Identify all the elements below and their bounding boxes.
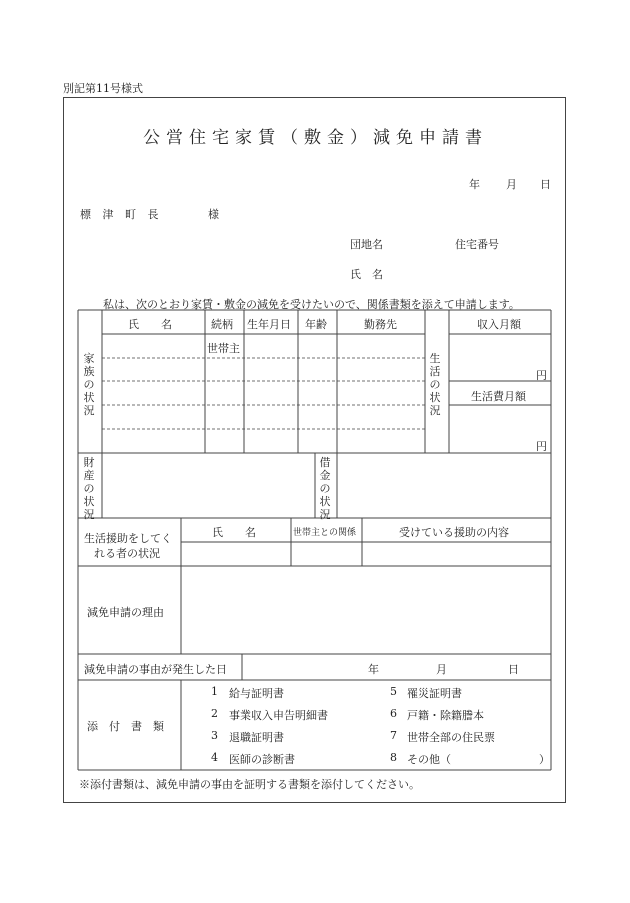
attachment-text-6: 戸籍・除籍謄本 <box>407 709 484 722</box>
house-number-label: 住宅番号 <box>455 238 499 251</box>
attachment-text-5: 罹災証明書 <box>407 687 462 700</box>
attachment-no-1: 1 <box>211 685 218 698</box>
expense-label: 生活費月額 <box>471 390 526 403</box>
attachment-no-7: 7 <box>390 729 397 742</box>
support-label-line1: 生活援助をしてく <box>84 532 172 545</box>
expense-yen: 円 <box>536 440 547 453</box>
attachment-no-4: 4 <box>211 751 218 764</box>
attachment-no-2: 2 <box>211 707 218 720</box>
form-title: 公営住宅家賃（敷金）減免申請書 <box>143 128 488 148</box>
support-col-name: 氏 名 <box>212 526 256 539</box>
first-relation: 世帯主 <box>207 342 240 355</box>
footnote: ※添付書類は、減免申請の事由を証明する書類を添付してください。 <box>79 778 420 791</box>
family-section-label: 家 族 の 状 況 <box>83 352 95 417</box>
attachment-text-1: 給与証明書 <box>229 687 284 700</box>
attachment-text-3: 退職証明書 <box>229 731 284 744</box>
complex-label: 団地名 <box>350 238 383 251</box>
col-age: 年齢 <box>305 318 327 331</box>
attachment-no-3: 3 <box>211 729 218 742</box>
form-number: 別記第11号様式 <box>63 82 143 95</box>
col-employer: 勤務先 <box>364 318 397 331</box>
support-col-content: 受けている援助の内容 <box>399 526 509 539</box>
attachment-text-4: 医師の診断書 <box>229 753 295 766</box>
assets-section-label: 財 産 の 状 況 <box>83 456 95 521</box>
support-label-line2: れる者の状況 <box>94 547 160 560</box>
income-yen: 円 <box>536 369 547 382</box>
col-relation: 続柄 <box>211 318 233 331</box>
income-label: 収入月額 <box>477 318 521 331</box>
occurrence-label: 減免申請の事由が発生した日 <box>84 663 227 676</box>
applicant-name-label: 氏 名 <box>350 268 383 281</box>
attachment-no-8: 8 <box>390 751 397 764</box>
date-month: 月 <box>506 178 517 191</box>
attachment-text-7: 世帯全部の住民票 <box>407 731 495 744</box>
living-section-label: 生 活 の 状 況 <box>429 352 441 417</box>
occurrence-day: 日 <box>508 663 519 676</box>
col-birthdate: 生年月日 <box>247 318 291 331</box>
reason-label: 減免申請の理由 <box>87 606 164 619</box>
attachments-label: 添 付 書 類 <box>87 720 164 733</box>
support-col-relation: 世帯主との関係 <box>293 528 357 538</box>
attachment-no-6: 6 <box>390 707 397 720</box>
statement: 私は、次のとおり家賃・敷金の減免を受けたいので、関係書類を添えて申請します。 <box>103 298 520 311</box>
occurrence-month: 月 <box>436 663 447 676</box>
date-year: 年 <box>469 178 480 191</box>
addressee-name: 標 津 町 長 <box>80 208 163 221</box>
attachment-text-2: 事業収入申告明細書 <box>229 709 328 722</box>
attachment-text-8: その他（ ） <box>407 753 550 766</box>
col-name: 氏 名 <box>128 318 172 331</box>
debts-section-label: 借 金 の 状 況 <box>319 456 331 521</box>
date-day: 日 <box>540 178 551 191</box>
attachment-no-5: 5 <box>390 685 397 698</box>
addressee-honorific: 様 <box>208 208 219 221</box>
occurrence-year: 年 <box>368 663 379 676</box>
